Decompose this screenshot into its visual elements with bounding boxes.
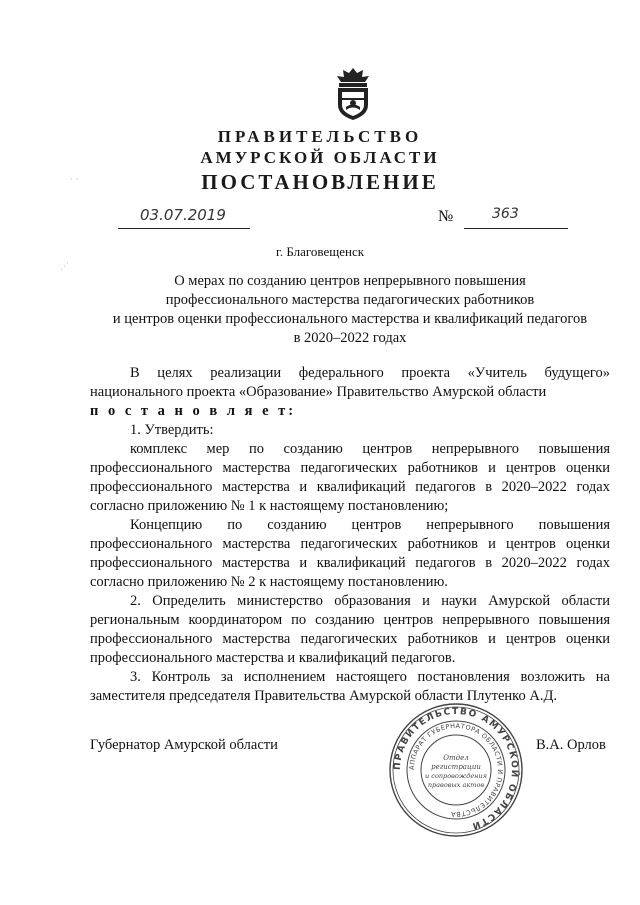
document-city: г. Благовещенск [275, 244, 365, 259]
government-title: ПРАВИТЕЛЬСТВО [217, 127, 423, 146]
body-line: 2. Определить министерство образования и науки Амурской области [130, 593, 610, 609]
title-line: в 2020–2022 годах [293, 330, 407, 346]
title-line: и центров оценки профессионального мастерства и квалификаций педагогов [112, 311, 588, 327]
stamp-inner-text: АППАРАТ ГУБЕРНАТОРА ОБЛАСТИ И ПРАВИТЕЛЬСТВА [407, 721, 505, 819]
resolves-keyword: п о с т а н о в л я е т: [90, 403, 297, 419]
body-line: профессионального мастерства педагогических работников и центров оценки [90, 631, 610, 647]
stamp-center-line: правовых актов [427, 781, 485, 789]
body-line: 1. Утвердить: [130, 422, 214, 438]
body-line: согласно приложению № 2 к настоящему постановлению. [90, 574, 448, 590]
title-line: О мерах по созданию центров непрерывного повышения [174, 273, 526, 289]
document-title [90, 272, 610, 348]
body-line: Концепцию по созданию центров непрерывного повышения [130, 517, 610, 533]
signatory-name: В.А. Орлов [536, 737, 606, 753]
scan-speck: ⋰ [60, 262, 69, 272]
body-line: профессионального мастерства педагогических работников и центров оценки [90, 460, 610, 476]
body-line: заместителя председателя Правительства Амурской области Плутенко А.Д. [90, 688, 557, 704]
body-line: 3. Контроль за исполнением настоящего постановления возложить на [130, 669, 610, 685]
body-line: региональным координатором по созданию центров непрерывного повышения [90, 612, 610, 628]
body-line: национального проекта «Образование» Правительство Амурской области [90, 384, 547, 400]
stamp-center-line: регистрации [431, 763, 481, 771]
scan-speck: · · [70, 175, 79, 185]
body-line: В целях реализации федерального проекта «Учитель будущего» [130, 365, 610, 381]
document-number: 363 [492, 206, 519, 222]
body-line: согласно приложению № 1 к настоящему постановлению; [90, 498, 449, 514]
coat-of-arms-emblem [333, 67, 373, 121]
signatory-position: Губернатор Амурской области [90, 737, 278, 753]
region-title: АМУРСКОЙ ОБЛАСТИ [200, 148, 440, 167]
document-body [90, 364, 610, 706]
stamp-center-line: Отдел [443, 754, 469, 762]
body-line: комплекс мер по созданию центров непрерывного повышения [130, 441, 610, 457]
body-line: профессионального мастерства и квалификаций педагогов. [90, 650, 456, 666]
body-line: профессионального мастерства педагогических работников и центров оценки [90, 536, 610, 552]
body-line: профессионального мастерства и квалификаций педагогов в 2020–2022 годах [90, 479, 610, 495]
stamp-outer-text: ПРАВИТЕЛЬСТВО АМУРСКОЙ ОБЛАСТИ [392, 706, 520, 831]
stamp-center-line: и сопровождения [425, 772, 487, 780]
number-sign: № [438, 208, 454, 225]
body-line: профессионального мастерства и квалификаций педагогов в 2020–2022 годах [90, 555, 610, 571]
title-line: профессионального мастерства педагогических работников [165, 292, 535, 308]
document-type-title: ПОСТАНОВЛЕНИЕ [201, 170, 439, 194]
official-stamp-seal [388, 702, 524, 838]
document-date: 03.07.2019 [140, 206, 226, 224]
